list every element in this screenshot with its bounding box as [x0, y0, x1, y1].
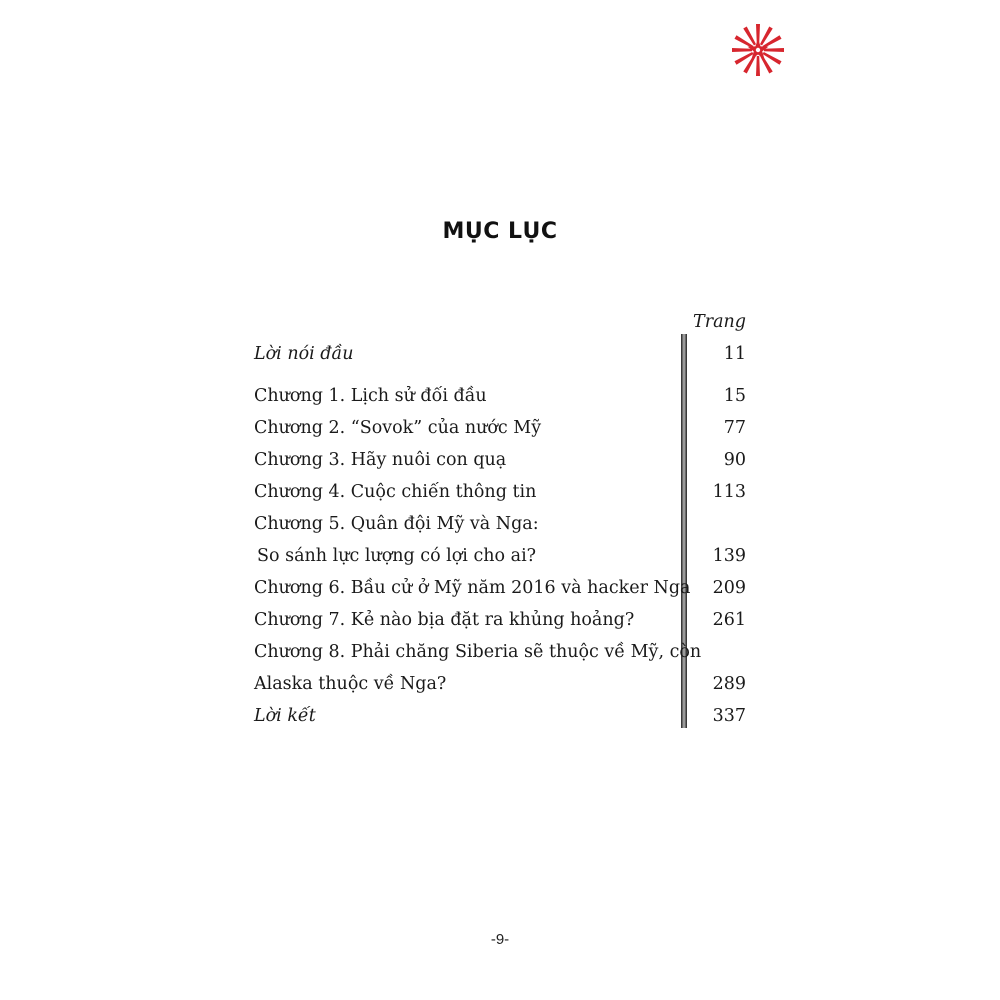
toc-entry-chapter-2[interactable]	[254, 413, 746, 443]
toc-entry-chapter-5[interactable]	[254, 509, 746, 539]
toc-entry-page: 337	[712, 706, 746, 726]
page-column-header: Trang	[693, 312, 746, 332]
toc-entry-title: Chương 3. Hãy nuôi con quạ	[254, 450, 507, 470]
toc-entry-chapter-4[interactable]	[254, 477, 746, 507]
toc-entry-title: Chương 7. Kẻ nào bịa đặt ra khủng hoảng?	[254, 610, 635, 630]
toc-entry-page: 261	[712, 610, 746, 630]
page-number: -9-	[490, 931, 510, 948]
toc-entry-title: Chương 5. Quân đội Mỹ và Nga:	[254, 514, 539, 534]
toc-entry-epilogue[interactable]	[254, 701, 746, 731]
toc-entry-title: Chương 8. Phải chăng Siberia sẽ thuộc về Mỹ, còn	[254, 642, 702, 662]
table-of-contents	[254, 0, 746, 1000]
toc-entry-chapter-8-cont[interactable]	[254, 669, 746, 699]
toc-entry-title: Chương 4. Cuộc chiến thông tin	[254, 482, 537, 502]
toc-entry-page: 209	[712, 578, 746, 598]
toc-entry-page: 77	[723, 418, 746, 438]
toc-entry-chapter-3[interactable]	[254, 445, 746, 475]
toc-entry-chapter-6[interactable]	[254, 573, 746, 603]
toc-entry-preface[interactable]	[254, 339, 746, 369]
toc-entry-chapter-7[interactable]	[254, 605, 746, 635]
toc-entry-chapter-8[interactable]	[254, 637, 746, 667]
toc-entry-page: 289	[712, 674, 746, 694]
toc-entry-title: Lời kết	[254, 706, 316, 726]
toc-entry-title: Chương 1. Lịch sử đối đầu	[254, 386, 487, 406]
toc-entry-page: 90	[723, 450, 746, 470]
toc-entry-title: Chương 2. “Sovok” của nước Mỹ	[254, 418, 542, 438]
toc-entry-page: 139	[712, 546, 746, 566]
toc-entry-chapter-1[interactable]	[254, 381, 746, 411]
toc-entry-page: 11	[723, 344, 746, 364]
toc-entry-page: 113	[712, 482, 746, 502]
toc-entry-page: 15	[723, 386, 746, 406]
toc-entry-chapter-5-cont[interactable]	[254, 541, 746, 571]
toc-entry-title: Chương 6. Bầu cử ở Mỹ năm 2016 và hacker Nga	[254, 578, 691, 598]
toc-entry-title: So sánh lực lượng có lợi cho ai?	[257, 546, 537, 566]
toc-entry-title: Lời nói đầu	[254, 344, 354, 364]
toc-entry-title: Alaska thuộc về Nga?	[254, 674, 447, 694]
page-title: MỤC LỤC	[442, 219, 558, 244]
